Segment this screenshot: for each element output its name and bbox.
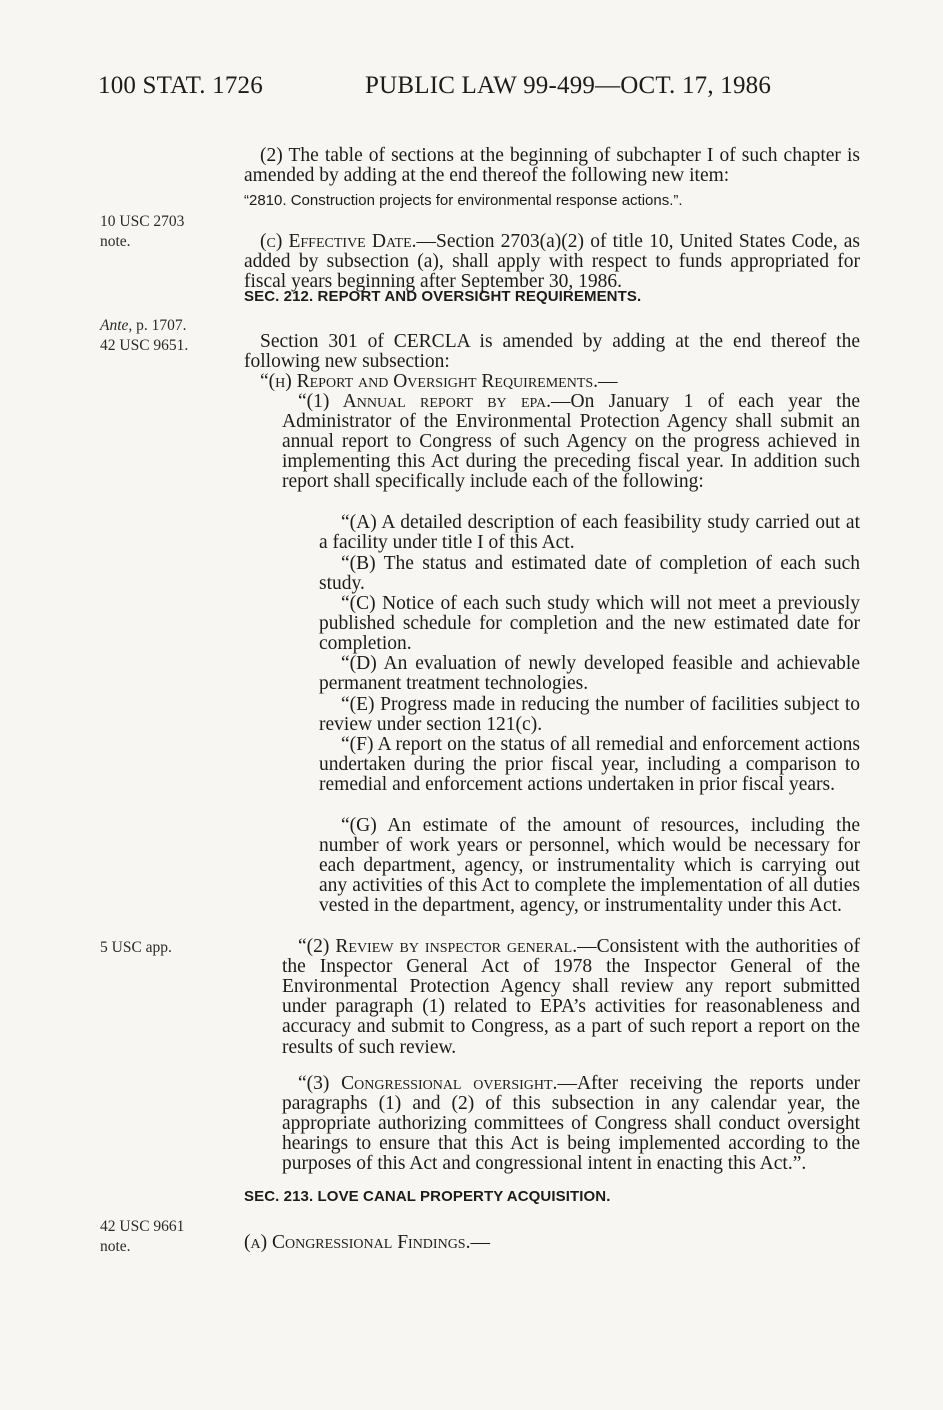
table-item: “2810. Construction projects for environmental response actions.”. bbox=[244, 192, 683, 209]
item-g: “(G) An estimate of the amount of resources, including the number of work years or personnel, which would be necessary for each department, agency, or instrumentality which is carrying out any activities of this Act to complete the implementation of all duties vested in the department, agency, or instrumentality under this Act. bbox=[319, 814, 860, 917]
item-a: “(A) A detailed description of each feasibility study carried out at a facility under title I of this Act. bbox=[319, 511, 860, 553]
paragraph-1-annual-report: “(1) Annual report by epa.—On January 1 of each year the Administrator of the Environmental Protection Agency shall submit an annual report to Congress of such Agency on the progress achieved in implementing this Act during the preceding fiscal year. In addition such report shall specifically include each of the following: bbox=[282, 390, 861, 493]
margin-note-5-usc-app: 5 USC app. bbox=[100, 939, 172, 956]
paragraph-3-congressional-oversight: “(3) Congressional oversight.—After receiving the reports under paragraphs (1) and (2) of this subsection in any calendar year, the appropriate authorizing committees of Congress shall conduct oversight hearings to ensure that this Act is being implemented according to the purposes of this Act and congressional intent in enacting this Act.”. bbox=[282, 1072, 860, 1175]
section-212-intro: Section 301 of CERCLA is amended by adding at the end thereof the following new subsection: bbox=[244, 330, 860, 372]
stat-reference: 100 STAT. 1726 bbox=[98, 72, 263, 99]
paragraph-2-inspector-general: “(2) Review by inspector general.—Consistent with the authorities of the Inspector General Act of 1978 the Inspector General of the Environmental Protection Agency shall review any report submitted under paragraph (1) related to EPA’s activities for reasonableness and accuracy and submit to Congress, as a part of such report a report on the results of such review. bbox=[282, 935, 861, 1058]
section-213-heading: SEC. 213. LOVE CANAL PROPERTY ACQUISITION. bbox=[244, 1188, 611, 1205]
margin-note-10-usc-2703: 10 USC 2703 note. bbox=[100, 213, 185, 250]
item-f: “(F) A report on the status of all remedial and enforcement actions undertaken during the prior fiscal year, including a comparison to remedial and enforcement actions undertaken in prior fiscal years. bbox=[319, 733, 860, 795]
item-b: “(B) The status and estimated date of completion of each such study. bbox=[319, 552, 860, 594]
section-212-heading: SEC. 212. REPORT AND OVERSIGHT REQUIREMENTS. bbox=[244, 288, 642, 305]
item-d: “(D) An evaluation of newly developed feasible and achievable permanent treatment technologies. bbox=[319, 652, 860, 694]
item-c: “(C) Notice of each such study which will not meet a previously published schedule for completion and the new estimated date for completion. bbox=[319, 592, 860, 654]
subsection-h-heading: “(h) Report and Oversight Requirements.— bbox=[260, 370, 618, 392]
subsection-a-findings: (a) Congressional Findings.— bbox=[244, 1231, 490, 1253]
item-e: “(E) Progress made in reducing the number of facilities subject to review under section 121(c). bbox=[319, 693, 860, 735]
paragraph-table-of-sections: (2) The table of sections at the beginning of subchapter I of such chapter is amended by adding at the end thereof the following new item: bbox=[244, 144, 860, 186]
paragraph-effective-date: (c) Effective Date.—Section 2703(a)(2) of title 10, United States Code, as added by subsection (a), shall apply with respect to funds appropriated for fiscal years beginning after September 30, 1986. bbox=[244, 230, 860, 292]
page-header-title: PUBLIC LAW 99-499—OCT. 17, 1986 bbox=[365, 72, 772, 99]
margin-note-ante: Ante, p. 1707. 42 USC 9651. bbox=[100, 317, 189, 354]
margin-note-42-usc-9661: 42 USC 9661 note. bbox=[100, 1218, 185, 1255]
